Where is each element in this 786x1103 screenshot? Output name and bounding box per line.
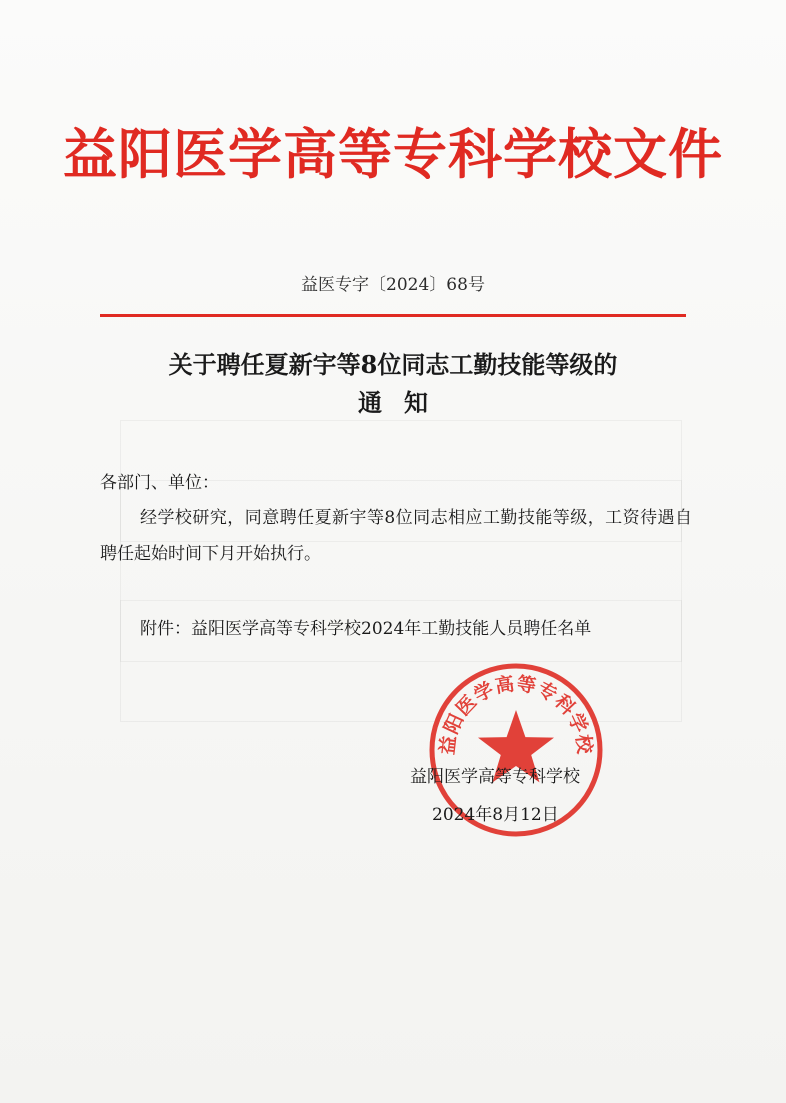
subject-line-2: 通知 [358,388,450,417]
body-paragraph: 经学校研究，同意聘任夏新宇等8位同志相应工勤技能等级，工资待遇自聘任起始时间下月开始执行。 [100,508,692,564]
seal-text: 益阳医学高等专科学校 [436,672,596,756]
signature-date: 2024年8月12日 [432,805,559,825]
document-subject [0,346,786,422]
document-header-title: 益阳医学高等专科学校文件 [63,123,723,186]
document-number: 益医专字〔2024〕68号 [301,275,485,295]
subject-line-1: 关于聘任夏新宇等8位同志工勤技能等级的 [168,350,618,379]
attachment-note: 附件：益阳医学高等专科学校2024年工勤技能人员聘任名单 [140,619,592,639]
signature-organization: 益阳医学高等专科学校 [410,767,580,787]
red-divider-line [100,314,686,317]
salutation: 各部门、单位： [100,473,219,493]
